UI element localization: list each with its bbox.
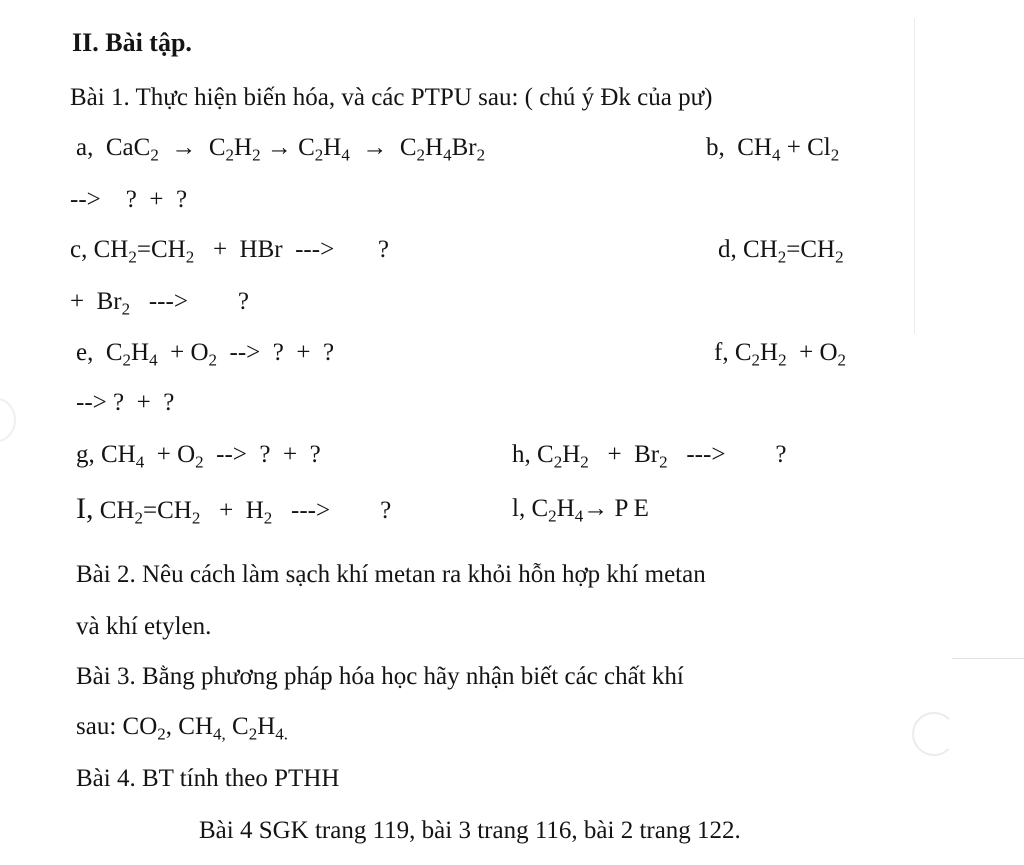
page-edge-rule [952, 658, 1024, 659]
exercise-2-line-1: Bài 2. Nêu cách làm sạch khí metan ra khỏi hỗn hợp khí metan [76, 561, 706, 588]
exercise-2-line-2: và khí etylen. [76, 613, 212, 640]
exercise-3-line-1: Bài 3. Bằng phương pháp hóa học hãy nhận biết các chất khí [76, 663, 684, 690]
reaction-b: b, $CH_4 + Cl_2$ [706, 134, 840, 165]
page-edge-line [914, 18, 915, 334]
arrow-icon: → [362, 134, 388, 161]
exercise-4-line-2: Bài 4 SGK trang 119, bài 3 trang 116, bài 2 trang 122. [199, 817, 741, 844]
reaction-d: d, $CH_2=CH_2$ [718, 236, 844, 267]
formula: $C_2H_4Br_2$ [399, 134, 486, 165]
reaction-i: I, $CH_2=CH_2$ + $H_2$ ---> ? [76, 492, 392, 528]
reaction-l: l, $C_2H_4\to P$ E [512, 495, 649, 526]
page-edge-arc [0, 398, 16, 442]
reaction-g: g, $CH_4 + O_2$ --> ? + ? [76, 441, 321, 472]
exercise-1-title: Bài 1. Thực hiện biến hóa, và các PTPU sau: ( chú ý Đk của pư) [70, 84, 713, 111]
page-edge-arc [912, 712, 956, 756]
reaction-b-continued: --> ? + ? [70, 186, 188, 213]
exercise-3-line-2: sau: $CO_2$, $CH_{4,}$ $C_2H_{4.}$ [76, 713, 288, 744]
reaction-e: e, $C_2H_4 + O_2$ --> ? + ? [76, 339, 335, 370]
reaction-c: c, $CH_2=CH_2$ + HBr ---> ? [70, 236, 390, 267]
arrow-icon: → [266, 134, 292, 161]
section-heading: II. Bài tập. [72, 28, 192, 57]
reaction-a [76, 133, 485, 163]
formula: CaC$_2$ [105, 134, 159, 165]
reaction-d-continued: + $Br_2$ ---> ? [70, 288, 250, 319]
formula: $C_2H_2$ [208, 134, 261, 165]
label: a, [76, 134, 94, 161]
reaction-f: f, $C_2H_2 + O_2$ [714, 339, 846, 370]
reaction-f-continued: --> ? + ? [76, 389, 175, 416]
formula: $C_2H_4$ [298, 134, 350, 165]
arrow-icon: → [583, 495, 609, 522]
reaction-h: h, $C_2H_2$ + $Br_2$ ---> ? [512, 441, 787, 472]
arrow-icon: → [171, 134, 197, 161]
exercise-4-line-1: Bài 4. BT tính theo PTHH [76, 765, 340, 792]
